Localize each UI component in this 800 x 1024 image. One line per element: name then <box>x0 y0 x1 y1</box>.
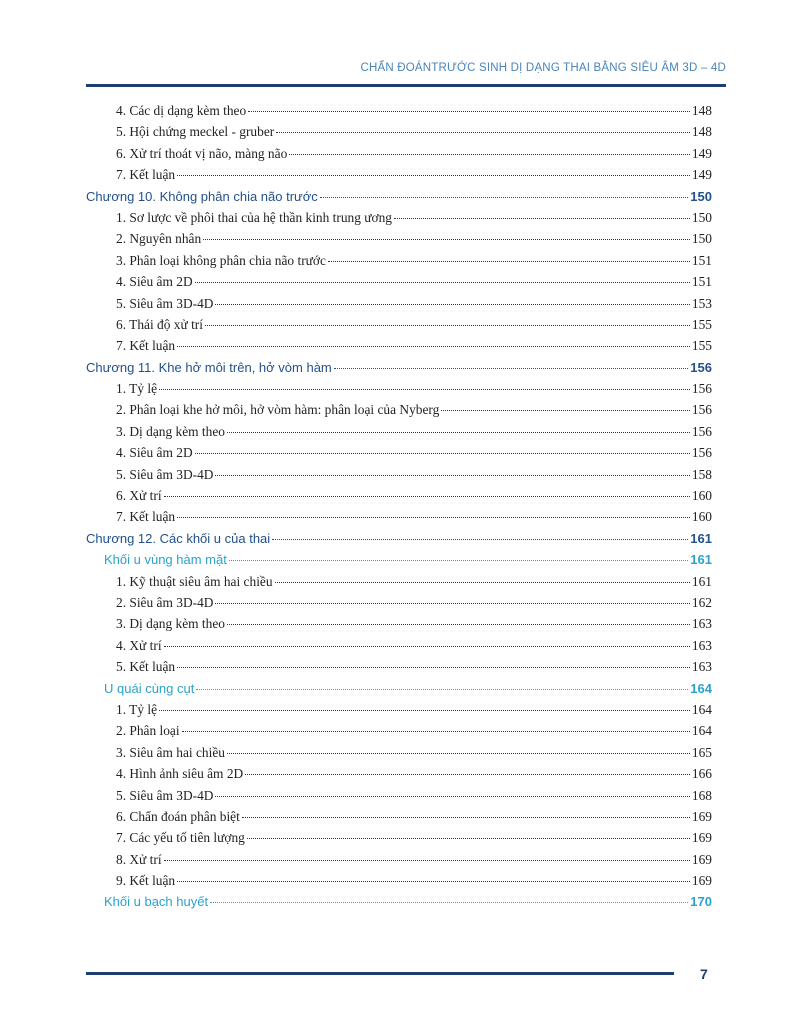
dot-leader <box>164 496 690 497</box>
toc-entry-label: 6. Chẩn đoán phân biệt <box>116 808 240 824</box>
dot-leader <box>159 710 690 711</box>
dot-leader <box>441 410 690 411</box>
toc-item[interactable] <box>86 207 712 228</box>
dot-leader <box>177 517 690 518</box>
running-header: CHẨN ĐOÁNTRƯỚC SINH DỊ DẠNG THAI BẰNG SIÊU ÂM 3D – 4D <box>360 62 726 74</box>
header-rule <box>86 84 726 87</box>
toc-item[interactable] <box>86 100 712 121</box>
toc-entry-page: 151 <box>691 252 712 268</box>
toc-entry-label: 6. Xử trí thoát vị não, màng não <box>116 145 288 161</box>
toc-item[interactable] <box>86 720 712 741</box>
dot-leader <box>177 667 690 668</box>
toc-entry-page: 164 <box>691 701 712 717</box>
toc-item[interactable] <box>86 849 712 870</box>
dot-leader <box>275 582 690 583</box>
dot-leader <box>248 111 690 112</box>
toc-entry-page: 161 <box>691 573 712 589</box>
page-number: 7 <box>700 966 708 982</box>
dot-leader <box>328 261 690 262</box>
dot-leader <box>320 197 689 198</box>
toc-item[interactable] <box>86 250 712 271</box>
dot-leader <box>210 902 688 903</box>
toc-entry-label: 7. Kết luận <box>116 167 176 183</box>
toc-item[interactable] <box>86 742 712 763</box>
toc-entry-page: 156 <box>691 445 712 461</box>
toc-entry-page: 169 <box>691 830 712 846</box>
toc-entry-label: 2. Nguyên nhân <box>116 231 202 247</box>
toc-entry-label: 4. Siêu âm 2D <box>116 445 193 461</box>
toc-entry-page: 150 <box>691 231 712 247</box>
toc-entry-label: 1. Sơ lược về phôi thai của hệ thần kinh trung ương <box>116 209 392 225</box>
dot-leader <box>177 175 690 176</box>
dot-leader <box>195 282 690 283</box>
toc-entry-label: 8. Xử trí <box>116 851 162 867</box>
toc-item[interactable] <box>86 485 712 506</box>
dot-leader <box>215 475 689 476</box>
toc-entry-page: 158 <box>691 466 712 482</box>
toc-entry-page: 148 <box>691 124 712 140</box>
toc-item[interactable] <box>86 421 712 442</box>
toc-item[interactable] <box>86 785 712 806</box>
toc-section[interactable] <box>86 549 712 570</box>
toc-item[interactable] <box>86 271 712 292</box>
toc-entry-page: 160 <box>691 509 712 525</box>
dot-leader <box>276 132 690 133</box>
toc-entry-label: Chương 12. Các khối u của thai <box>86 530 271 546</box>
toc-item[interactable] <box>86 378 712 399</box>
footer-rule <box>86 972 674 975</box>
toc-entry-page: 162 <box>691 594 712 610</box>
dot-leader <box>272 539 688 540</box>
toc-entry-page: 155 <box>691 316 712 332</box>
toc-entry-page: 169 <box>691 873 712 889</box>
dot-leader <box>177 881 690 882</box>
dot-leader <box>164 860 690 861</box>
toc-entry-page: 153 <box>691 295 712 311</box>
toc-entry-page: 161 <box>690 552 712 568</box>
toc-entry-label: 4. Các dị dạng kèm theo <box>116 103 247 118</box>
toc-item[interactable] <box>86 699 712 720</box>
dot-leader <box>245 774 690 775</box>
toc-entry-page: 150 <box>691 209 712 225</box>
dot-leader <box>159 389 690 390</box>
dot-leader <box>177 346 690 347</box>
toc-entry-page: 150 <box>690 188 712 204</box>
toc-entry-label: 1. Kỹ thuật siêu âm hai chiều <box>116 573 273 589</box>
toc-entry-page: 163 <box>691 659 712 675</box>
toc-item[interactable] <box>86 228 712 249</box>
toc-entry-page: 156 <box>691 423 712 439</box>
toc-section[interactable] <box>86 891 712 912</box>
dot-leader <box>247 838 690 839</box>
toc-entry-page: 170 <box>690 894 712 910</box>
dot-leader <box>227 432 690 433</box>
dot-leader <box>205 325 690 326</box>
toc-entry-label: 3. Dị dạng kèm theo <box>116 423 225 439</box>
toc-entry-label: 1. Tỷ lệ <box>116 701 158 717</box>
toc-entry-label: 5. Kết luận <box>116 659 176 675</box>
toc-entry-label: Chương 10. Không phân chia não trước <box>86 188 318 204</box>
toc-item[interactable] <box>86 164 712 185</box>
toc-item[interactable] <box>86 399 712 420</box>
toc-entry-page: 163 <box>691 616 712 632</box>
toc-entry-label: 6. Thái độ xử trí <box>116 316 203 332</box>
dot-leader <box>164 646 690 647</box>
toc-entry-page: 160 <box>691 488 712 504</box>
dot-leader <box>203 239 690 240</box>
toc-item[interactable] <box>86 613 712 634</box>
toc-entry-page: 165 <box>691 744 712 760</box>
dot-leader <box>182 731 690 732</box>
toc-item[interactable] <box>86 442 712 463</box>
toc-entry-page: 149 <box>691 145 712 161</box>
toc-item[interactable] <box>86 763 712 784</box>
dot-leader <box>215 603 689 604</box>
toc-entry-label: 1. Tỷ lệ <box>116 381 158 397</box>
dot-leader <box>394 218 690 219</box>
toc-entry-page: 155 <box>691 338 712 354</box>
toc-entry-page: 164 <box>691 723 712 739</box>
toc-item[interactable] <box>86 806 712 827</box>
toc-chapter[interactable] <box>86 528 712 549</box>
toc-entry-label: 6. Xử trí <box>116 488 162 504</box>
toc-item[interactable] <box>86 635 712 656</box>
toc-item[interactable] <box>86 870 712 891</box>
toc-item[interactable] <box>86 293 712 314</box>
toc-entry-label: Khối u vùng hàm mặt <box>104 552 227 568</box>
toc-item[interactable] <box>86 464 712 485</box>
toc-entry-label: 3. Phân loại không phân chia não trước <box>116 252 326 268</box>
toc-entry-label: 4. Xử trí <box>116 637 162 653</box>
toc-entry-page: 166 <box>691 766 712 782</box>
dot-leader <box>227 753 690 754</box>
toc-entry-label: 5. Siêu âm 3D-4D <box>116 466 214 482</box>
toc-entry-label: 7. Kết luận <box>116 509 176 525</box>
toc-entry-page: 151 <box>691 274 712 290</box>
toc-entry-page: 156 <box>690 359 712 375</box>
toc-entry-label: U quái cùng cụt <box>104 680 195 696</box>
toc-entry-label: 9. Kết luận <box>116 873 176 889</box>
toc-entry-page: 163 <box>691 637 712 653</box>
toc-entry-label: 2. Siêu âm 3D-4D <box>116 594 214 610</box>
toc-item[interactable] <box>86 592 712 613</box>
dot-leader <box>215 304 689 305</box>
toc-entry-label: Khối u bạch huyết <box>104 894 209 910</box>
toc-entry-page: 169 <box>691 851 712 867</box>
dot-leader <box>195 453 690 454</box>
toc-entry-label: Chương 11. Khe hở môi trên, hở vòm hàm <box>86 359 332 375</box>
toc-item[interactable] <box>86 506 712 527</box>
toc-entry-label: 3. Siêu âm hai chiều <box>116 744 225 760</box>
toc-entry-label: 7. Các yếu tố tiên lượng <box>116 830 245 846</box>
toc-entry-label: 2. Phân loại khe hở môi, hở vòm hàm: phân loại của Nyberg <box>116 402 440 418</box>
toc-item[interactable] <box>86 143 712 164</box>
toc-entry-page: 148 <box>691 103 712 118</box>
toc-item[interactable] <box>86 571 712 592</box>
toc-entry-label: 2. Phân loại <box>116 723 180 739</box>
toc-entry-page: 156 <box>691 402 712 418</box>
dot-leader <box>229 560 688 561</box>
toc-chapter[interactable] <box>86 186 712 207</box>
dot-leader <box>242 817 690 818</box>
toc-entry-label: 5. Siêu âm 3D-4D <box>116 787 214 803</box>
toc-entry-label: 5. Hội chứng meckel - gruber <box>116 124 275 140</box>
toc-entry-label: 4. Siêu âm 2D <box>116 274 193 290</box>
toc-entry-page: 164 <box>690 680 712 696</box>
toc-section[interactable] <box>86 678 712 699</box>
toc-entry-page: 161 <box>690 530 712 546</box>
toc-item[interactable] <box>86 121 712 142</box>
toc-item[interactable] <box>86 656 712 677</box>
toc-item[interactable] <box>86 314 712 335</box>
dot-leader <box>227 624 690 625</box>
toc-item[interactable] <box>86 827 712 848</box>
dot-leader <box>289 154 690 155</box>
dot-leader <box>196 689 688 690</box>
toc-entry-page: 168 <box>691 787 712 803</box>
dot-leader <box>334 368 689 369</box>
toc-entry-label: 4. Hình ảnh siêu âm 2D <box>116 766 244 782</box>
toc-entry-page: 156 <box>691 381 712 397</box>
toc-entry-label: 3. Dị dạng kèm theo <box>116 616 225 632</box>
toc-entry-page: 149 <box>691 167 712 183</box>
toc-entry-page: 169 <box>691 808 712 824</box>
dot-leader <box>215 796 689 797</box>
toc-chapter[interactable] <box>86 357 712 378</box>
table-of-contents <box>86 100 712 913</box>
toc-entry-label: 7. Kết luận <box>116 338 176 354</box>
toc-entry-label: 5. Siêu âm 3D-4D <box>116 295 214 311</box>
toc-item[interactable] <box>86 335 712 356</box>
